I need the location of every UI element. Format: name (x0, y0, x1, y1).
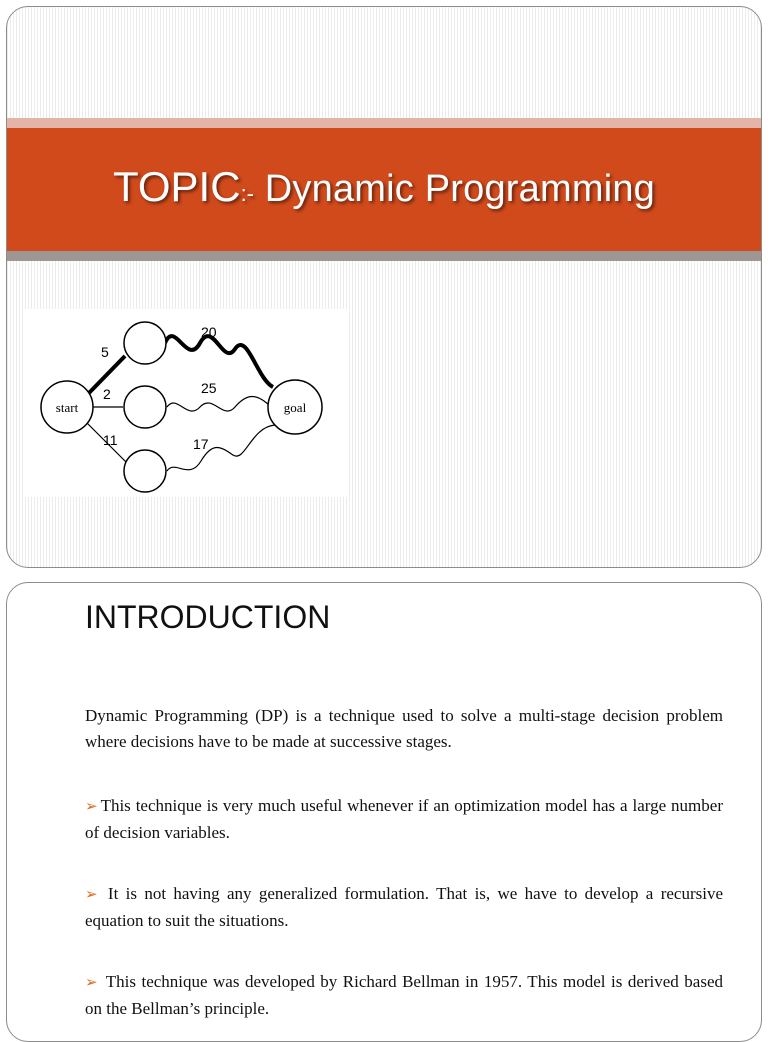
introduction-slide (6, 582, 762, 1042)
edge-bot-goal (167, 425, 275, 471)
node-bot (124, 450, 166, 492)
bullet-arrow-icon: ➢ (85, 887, 98, 903)
node-top (124, 322, 166, 364)
node-goal-label: goal (283, 400, 307, 415)
edge-label-top-goal: 20 (201, 324, 217, 340)
top-accent-strip (7, 118, 761, 128)
node-start-label: start (55, 400, 79, 415)
edge-mid-goal (167, 397, 271, 412)
bullet-arrow-icon: ➢ (85, 799, 98, 815)
bullet-text: It is not having any generalized formulation. That is, we have to develop a recursive equation to suit the situations. (85, 884, 723, 930)
dp-path-diagram (25, 309, 347, 497)
intro-heading: INTRODUCTION (85, 599, 331, 635)
slide-title (113, 163, 655, 211)
edge-label-start-bot: 11 (103, 432, 118, 448)
title-separator: :- (240, 180, 255, 206)
title-band (7, 128, 761, 251)
bullet-item (85, 969, 723, 1022)
bullet-arrow-icon: ➢ (85, 975, 98, 991)
edge-label-mid-goal: 25 (201, 380, 217, 396)
node-mid (124, 386, 166, 428)
edge-top-goal (165, 336, 273, 387)
title-slide (6, 6, 762, 568)
title-main: Dynamic Programming (254, 167, 656, 210)
bullet-item (85, 793, 723, 846)
dp-graph-svg (25, 309, 347, 497)
edge-label-bot-goal: 17 (193, 436, 209, 452)
edge-label-start-top: 5 (101, 344, 109, 360)
bullet-item (85, 881, 723, 934)
intro-paragraph: Dynamic Programming (DP) is a technique used to solve a multi-stage decision problem where decisions have to be made at successive stages. (85, 706, 723, 751)
bullet-text: This technique was developed by Richard Bellman in 1957. This model is derived based on the Bellman’s principle. (85, 972, 723, 1018)
title-prefix: TOPIC (112, 162, 241, 210)
edge-label-start-mid: 2 (103, 386, 111, 402)
bottom-accent-strip (7, 251, 761, 261)
bullet-text: This technique is very much useful whenever if an optimization model has a large number of decision variables. (85, 796, 723, 842)
